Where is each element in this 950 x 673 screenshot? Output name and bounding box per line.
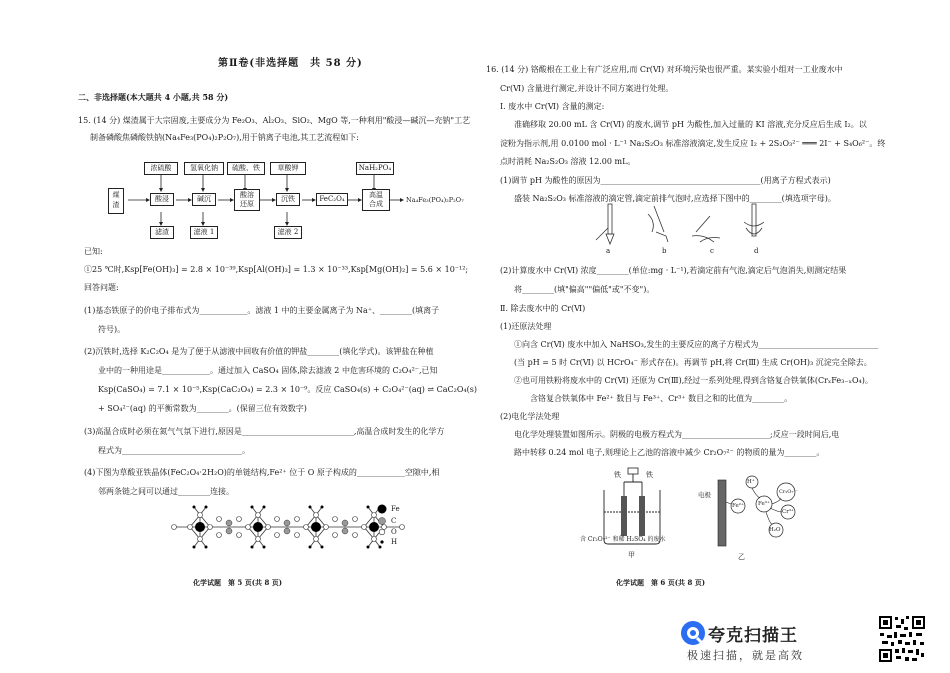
process-flowchart xyxy=(108,158,468,238)
q15-part2-line2: 业中的一种用途是____________。通过加入 CaSO₄ 固体,除去滤液 2 中危害环境的 C₂O₄²⁻,已知 xyxy=(98,366,438,375)
part1-q1-line2: 盛装 Na₂S₂O₃ 标准溶液的滴定管,滴定前排气泡时,应选择下图中的________(填选项字母)。 xyxy=(514,194,836,203)
q15-part2-line4: + SO₄²⁻(aq) 的平衡常数为________。(保留三位有效数字) xyxy=(98,404,307,413)
q15-part1-line2: 符号)。 xyxy=(98,325,126,334)
option-d-label: d xyxy=(754,247,759,255)
flow-step-acid-leach: 酸浸 xyxy=(150,193,174,206)
right-page-footer: 化学试题 第 6 页(共 8 页) xyxy=(616,578,706,587)
part2-heading: Ⅱ. 除去废水中的 Cr(Ⅵ) xyxy=(500,304,586,313)
diagram-yi-label: 乙 xyxy=(738,553,745,561)
cell-jia-drawing xyxy=(586,462,686,562)
flow-input-acid: 浓硫酸 xyxy=(144,162,178,175)
cr3-ion-label: Cr³⁺ xyxy=(782,509,794,515)
q15-part3-line2: 程式为______________________________。 xyxy=(98,446,250,455)
q15-part2-line3: Ksp(CaSO₄) = 7.1 × 10⁻⁵,Ksp(CaC₂O₄) = 2.3 × 10⁻⁹。反应 CaSO₄(s) + C₂O₄²⁻(aq) ⇌ CaC₂O₄(s) xyxy=(98,385,477,394)
q15-part2-line1: (2)沉铁时,选择 K₂C₂O₄ 是为了便于从滤液中回收有价值的钾盐________(填化学式)。该钾盐在种植 xyxy=(84,347,434,356)
electrode-label: 电极 xyxy=(698,491,711,499)
h-ion-label: H⁺ xyxy=(747,479,755,485)
q16-intro-line2: Cr(Ⅵ) 含量进行测定,并设计不同方案进行处理。 xyxy=(500,84,674,93)
option-b-label: b xyxy=(662,247,667,255)
legend-o: O xyxy=(391,528,397,536)
fe3-ion-label: Fe³⁺ xyxy=(758,501,770,507)
legend-fe: Fe xyxy=(391,505,400,513)
part1-desc-line1: 准确移取 20.00 mL 含 Cr(Ⅵ) 的废水,调节 pH 为酸性,加入过量的 KI 溶液,充分反应后生成 I₂。以 xyxy=(514,120,867,129)
flow-step-iron-precip: 沉铁 xyxy=(276,193,300,206)
ksp-values: ①25 ℃时,Ksp[Fe(OH)₃] = 2.8 × 10⁻³⁹,Ksp[Al(OH)₃] = 1.3 × 10⁻³³,Ksp[Mg(OH)₂] = 5.6 × 10⁻¹²; xyxy=(84,265,469,274)
legend-markers xyxy=(376,504,388,550)
q15-intro-line1: 15. (14 分) 煤渣属于大宗固废,主要成分为 Fe₂O₃、Al₂O₃、SiO₂、MgO 等,一种利用"酸浸—碱沉—充钠"工艺 xyxy=(78,116,471,125)
fe2-ion-label: Fe²⁺ xyxy=(732,503,744,509)
known-heading: 已知: xyxy=(84,247,103,256)
q15-part4-line2: 邻两条链之间可以通过________连接。 xyxy=(98,487,234,496)
scanner-watermark xyxy=(675,613,935,668)
subsection-heading: 二、非选择题(本大题共 4 小题,共 58 分) xyxy=(78,92,229,102)
h2o-label: H₂O xyxy=(769,527,781,533)
reduction-q2-line1: ②也可用铁粉将废水中的 Cr(Ⅵ) 还原为 Cr(Ⅲ),经过一系列处理,得到含铬复合铁氧体(CrₓFe₃₋ₓO₄)。 xyxy=(514,376,873,385)
reduction-q1-line1: ①向含 Cr(Ⅵ) 废水中加入 NaHSO₃,发生的主要反应的离子方程式为______________________________ xyxy=(514,340,879,349)
part1-desc-line2: 淀粉为指示剂,用 0.0100 mol · L⁻¹ Na₂S₂O₃ 标准溶液滴定,发生反应 I₂ + 2S₂O₃²⁻ ═══ 2I⁻ + S₄O₆²⁻。终 xyxy=(500,139,886,148)
brand-slogan: 极速扫描，就是高效 xyxy=(687,649,804,662)
cell-solution-label: 含 Cr₂O₇²⁻ 和稀 H₂SO₄ 的废水 xyxy=(580,536,666,543)
q15-intro-line2: 制备磷酸焦磷酸铁钠(Na₄Fe₃(PO₄)₂P₂O₇),用于钠离子电池,其工艺流程如下: xyxy=(90,133,360,142)
flow-input-iron: 硫酸、铁 xyxy=(227,162,265,175)
right-page xyxy=(486,0,886,610)
q15-part4-line1: (4)下图为草酸亚铁晶体(FeC₂O₄·2H₂O)的单链结构,Fe²⁺ 位于 O 原子构成的____________空隙中,相 xyxy=(84,468,440,477)
reduction-q1-line2: (当 pH = 5 时 Cr(Ⅵ) 以 HCrO₄⁻ 形式存在)。再调节 pH,将 Cr(Ⅲ) 生成 Cr(OH)₃ 沉淀完全除去。 xyxy=(514,358,872,367)
left-page-footer: 化学试题 第 5 页(共 8 页) xyxy=(193,578,283,587)
flow-step-dissolve-reduce: 酸溶 还原 xyxy=(234,189,260,211)
reduction-q2-line2: 含铬复合铁氧体中 Fe²⁺ 数目与 Fe³⁺、Cr³⁺ 数目之和的比值为________。 xyxy=(530,394,793,403)
flow-step-synthesis: 高温 合成 xyxy=(362,189,390,211)
part1-desc-line3: 点时消耗 Na₂S₂O₃ 溶液 12.00 mL。 xyxy=(500,157,636,166)
reduction-heading: (1)还原法处理 xyxy=(500,322,552,331)
left-page xyxy=(78,0,477,610)
electrochem-line1: 电化学处理装置如图所示。阴极的电极方程式为______________________;反应一段时间后,电 xyxy=(514,430,840,439)
flow-output-filtrate2: 滤液 2 xyxy=(274,226,302,239)
answer-heading: 回答问题: xyxy=(84,283,119,292)
flow-product: Na₄Fe₃(PO₄)₂P₂O₇ xyxy=(406,196,464,204)
structure-legend xyxy=(376,504,416,554)
flow-input-naoh: 氢氧化钠 xyxy=(184,162,224,175)
electrolysis-cell-jia xyxy=(580,462,686,562)
q16-intro-line1: 16. (14 分) 铬酸根在工业上有广泛应用,而 Cr(Ⅵ) 对环境污染也很严重。某实验小组对一工业废水中 xyxy=(486,65,843,74)
section-title: 第Ⅱ卷(非选择题 共 58 分) xyxy=(218,58,363,69)
legend-h: H xyxy=(391,538,398,546)
yi-drawing xyxy=(696,470,816,570)
burette-options-figure xyxy=(586,202,786,252)
electrochem-line2: 路中转移 0.24 mol 电子,则理论上乙池的溶液中减少 Cr₂O₇²⁻ 的物质的量为________。 xyxy=(514,448,825,457)
option-a-label: a xyxy=(606,247,611,255)
flow-input-nah2po4: NaH₂PO₄ xyxy=(356,162,394,175)
electrochem-heading: (2)电化学法处理 xyxy=(500,412,560,421)
fec2o4-chain-structure xyxy=(168,505,408,565)
qr-code-icon xyxy=(878,615,926,663)
part1-heading: Ⅰ. 废水中 Cr(Ⅵ) 含量的测定: xyxy=(500,102,605,111)
legend-c: C xyxy=(391,517,397,525)
reaction-diagram-yi xyxy=(696,470,816,570)
iron-electrode-right: 铁 xyxy=(646,471,653,479)
cr2o7-label: Cr₂O₇²⁻ xyxy=(779,489,798,495)
part1-q2-line2: 将________(填"偏高""偏低"或"不变")。 xyxy=(514,285,655,294)
flow-step-alkali-precip: 碱沉 xyxy=(192,193,216,206)
flow-output-residue: 滤渣 xyxy=(150,226,174,239)
quark-logo-icon xyxy=(679,619,707,647)
brand-name: 夸克扫描王 xyxy=(708,626,798,646)
q15-part1-line1: (1)基态铁原子的价电子排布式为____________。滤液 1 中的主要金属离子为 Na⁺、________(填离子 xyxy=(84,306,440,315)
iron-electrode-left: 铁 xyxy=(614,471,621,479)
flow-input-oxalate: 草酸钾 xyxy=(270,162,306,175)
flow-output-filtrate1: 滤液 1 xyxy=(190,226,218,239)
flow-step-fec2o4: FeC₂O₄ xyxy=(316,193,348,206)
option-c-label: c xyxy=(710,247,714,255)
part1-q1-line1: (1)调节 pH 为酸性的原因为________________________________________(用离子方程式表示) xyxy=(500,176,831,185)
part1-q2-line1: (2)计算废水中 Cr(Ⅵ) 浓度________(单位:mg · L⁻¹),若滴定前有气泡,滴定后气泡消失,则测定结果 xyxy=(500,266,847,275)
flow-raw-material: 煤渣 xyxy=(108,188,124,214)
cell-jia-label: 甲 xyxy=(628,551,635,559)
q15-part3-line1: (3)高温合成时必须在氮气气氛下进行,原因是____________________________,高温合成时发生的化学方 xyxy=(84,427,445,436)
